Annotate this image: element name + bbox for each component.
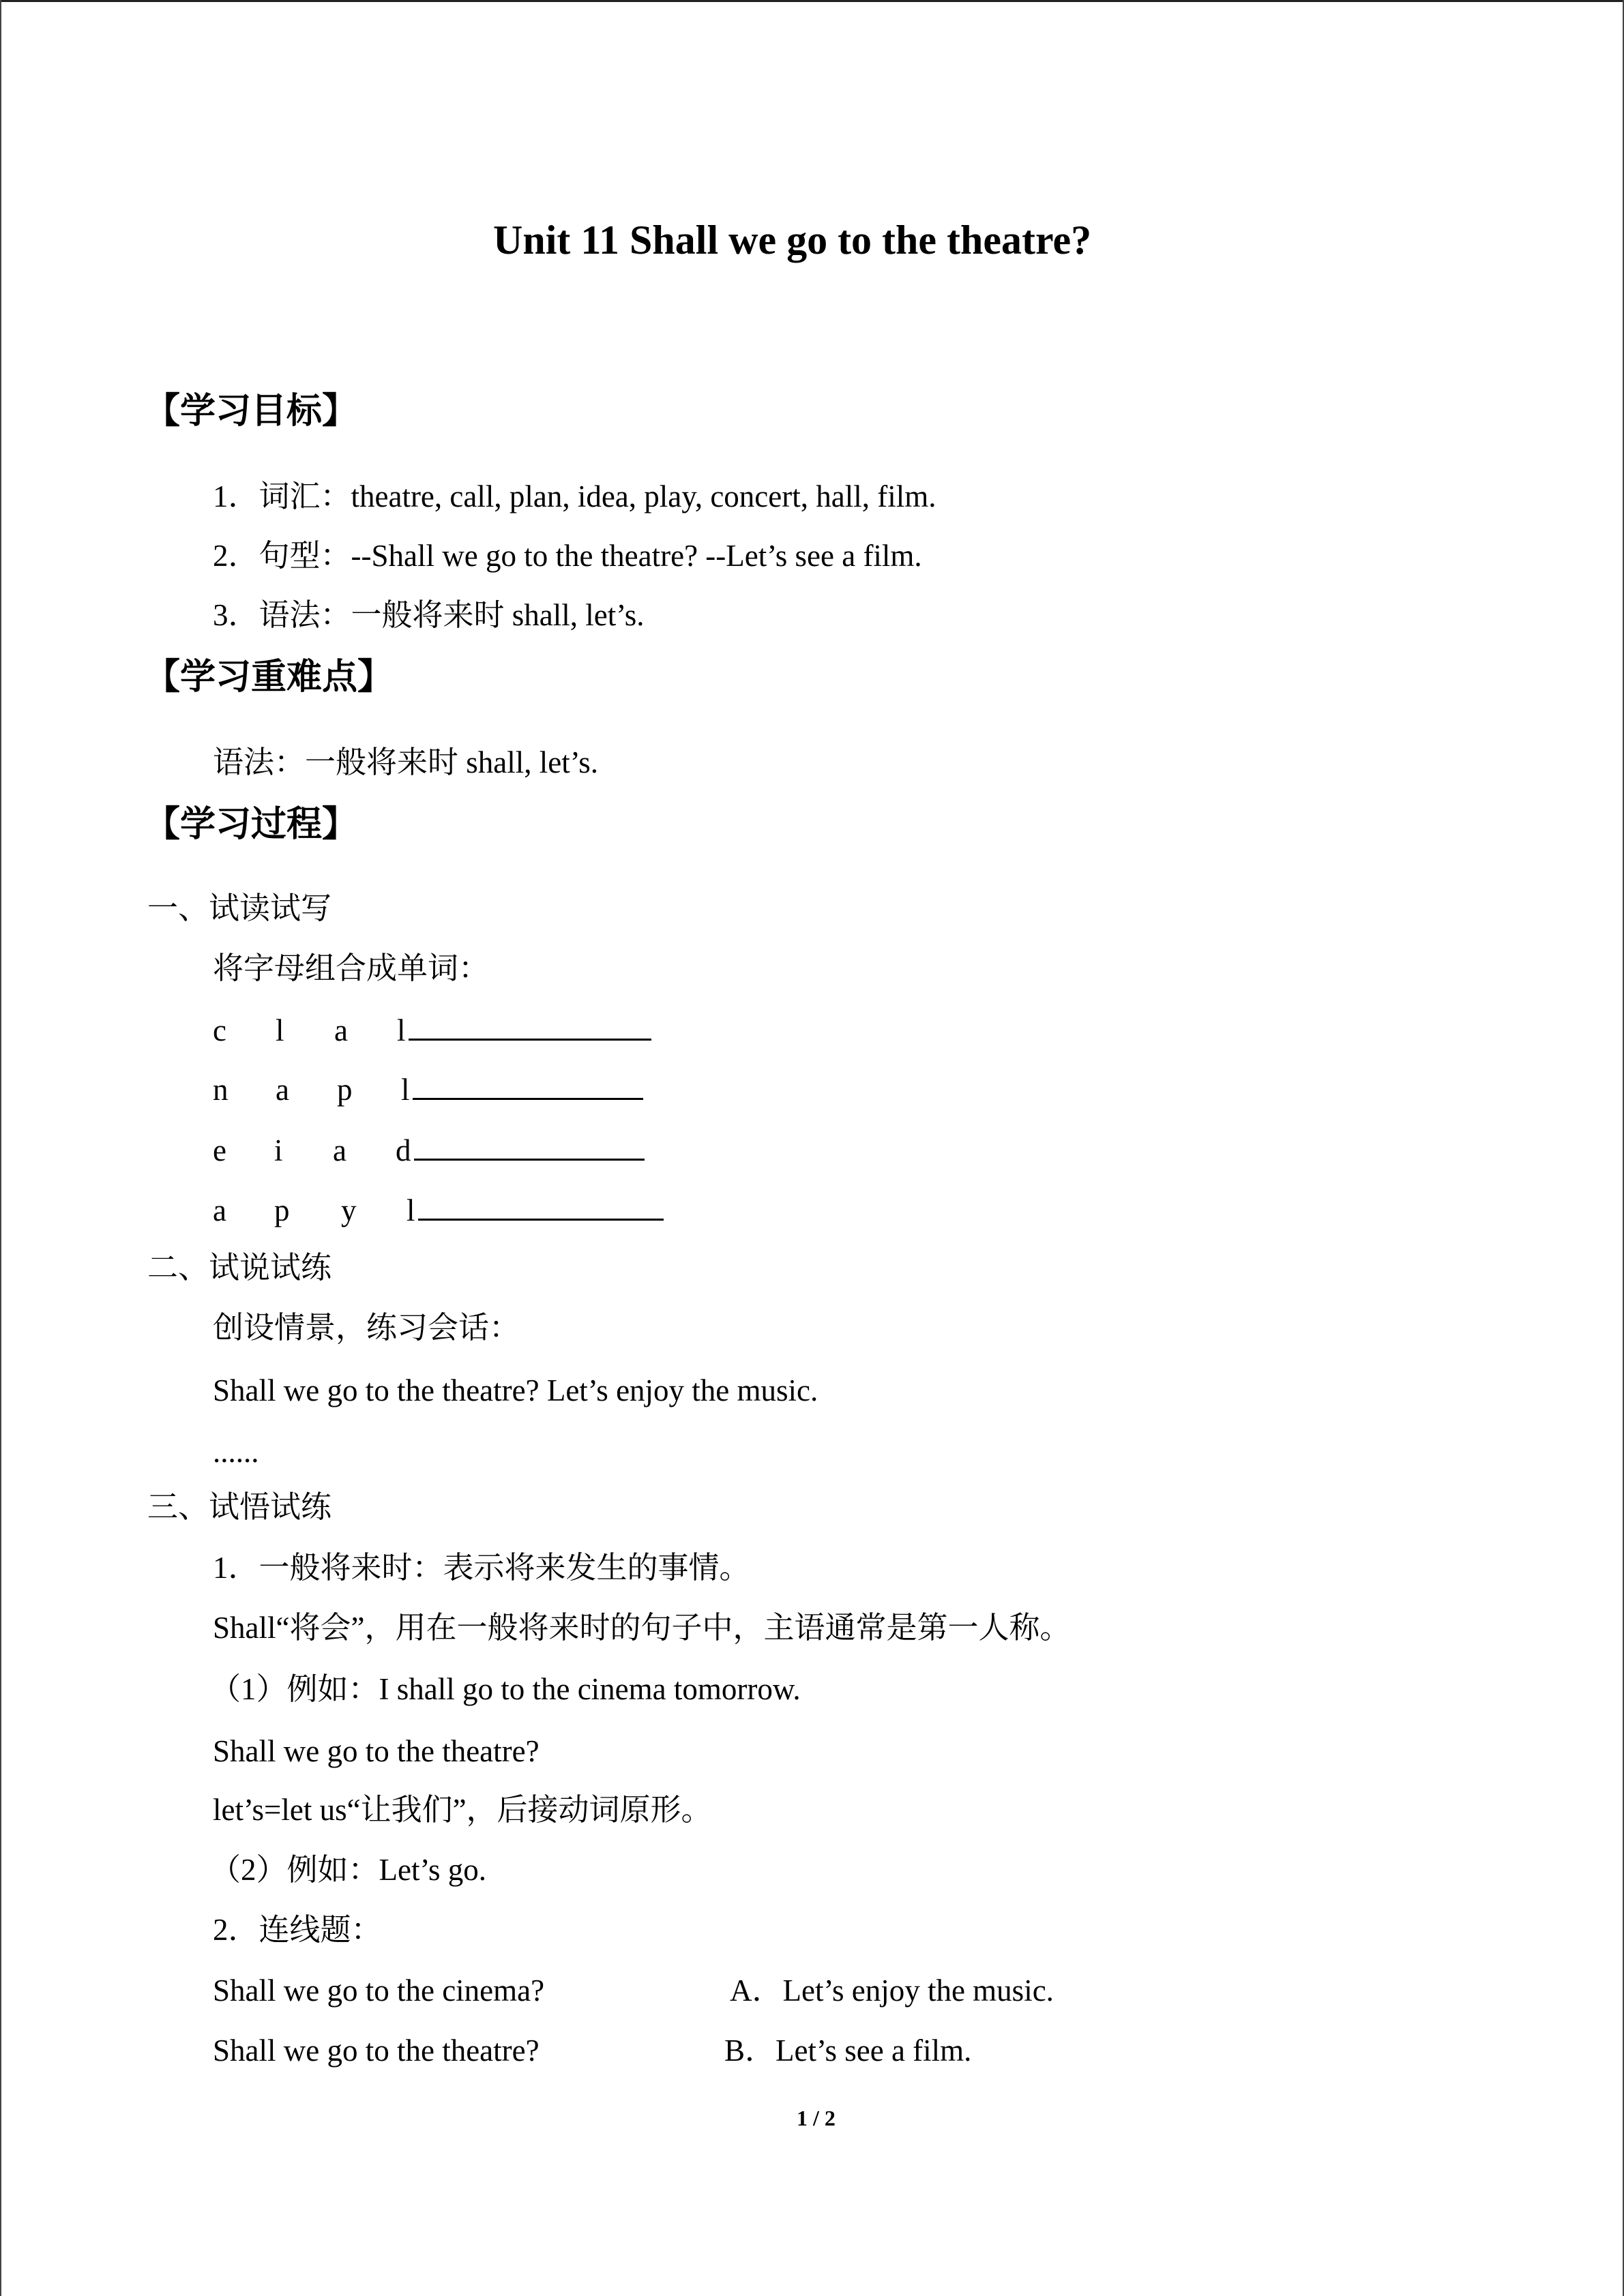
- part3-line: let’s=let us“让我们”，后接动词原形。: [213, 1793, 712, 1827]
- page-top-border: [0, 0, 1624, 2]
- letter: l: [407, 1193, 415, 1227]
- part1-instruction: 将字母组合成单词：: [213, 951, 490, 985]
- answer-blank[interactable]: [418, 1217, 664, 1221]
- part2-instruction: 创设情景，练习会话：: [213, 1311, 520, 1345]
- letter: y: [341, 1193, 357, 1227]
- process-heading: 【学习过程】: [145, 805, 358, 844]
- part3-line: （2）例如：Let’s go.: [210, 1853, 486, 1887]
- answer-blank[interactable]: [413, 1097, 643, 1100]
- part3-line: Shall“将会”，用在一般将来时的句子中，主语通常是第一人称。: [213, 1611, 1071, 1645]
- part2-ellipsis: ......: [213, 1435, 259, 1469]
- objective-item: 1．词汇：theatre, call, plan, idea, play, concert, hall, film.: [213, 479, 936, 513]
- page-title: Unit 11 Shall we go to the theatre?: [493, 218, 1092, 263]
- part3-title: 三、试悟试练: [147, 1490, 332, 1524]
- match-right-item: B．Let’s see a film.: [724, 2033, 972, 2068]
- answer-blank[interactable]: [414, 1157, 645, 1161]
- objectives-heading: 【学习目标】: [145, 392, 358, 431]
- page-number: 1 / 2: [797, 2106, 836, 2130]
- letter: a: [334, 1013, 348, 1047]
- letter: d: [396, 1133, 411, 1167]
- letter-row: [213, 1195, 664, 1226]
- objective-item: 3．语法：一般将来时 shall, let’s.: [213, 598, 645, 632]
- letter: a: [333, 1133, 346, 1167]
- letter: n: [213, 1073, 228, 1107]
- objective-item: 2．句型：--Shall we go to the theatre? --Let’s see a film.: [213, 539, 922, 573]
- letter: a: [276, 1073, 289, 1107]
- part3-line: 1．一般将来时：表示将来发生的事情。: [213, 1551, 750, 1585]
- letter-row: [213, 1135, 645, 1166]
- letter: p: [274, 1193, 290, 1227]
- letter: l: [276, 1013, 284, 1047]
- part3-line: Shall we go to the theatre?: [213, 1734, 540, 1768]
- match-right-item: A．Let’s enjoy the music.: [730, 1973, 1054, 2008]
- key-points-heading: 【学习重难点】: [145, 658, 394, 697]
- page-left-border: [0, 0, 1, 2296]
- letter: i: [274, 1133, 283, 1167]
- part2-title: 二、试说试练: [147, 1251, 332, 1285]
- part1-title: 一、试读试写: [147, 891, 332, 925]
- match-left-item: Shall we go to the theatre?: [213, 2033, 540, 2068]
- letter-row: [213, 1015, 651, 1046]
- match-left-item: Shall we go to the cinema?: [213, 1973, 545, 2008]
- letter: l: [401, 1073, 410, 1107]
- part2-example: Shall we go to the theatre? Let’s enjoy the music.: [213, 1373, 818, 1407]
- letter: a: [213, 1193, 226, 1227]
- part3-line: 2．连线题：: [213, 1913, 382, 1947]
- letter: l: [397, 1013, 406, 1047]
- letter: c: [213, 1013, 226, 1047]
- letter-row: [213, 1075, 643, 1105]
- answer-blank[interactable]: [409, 1037, 651, 1041]
- letter: e: [213, 1133, 226, 1167]
- key-points-text: 语法：一般将来时 shall, let’s.: [213, 745, 598, 779]
- letter: p: [337, 1073, 353, 1107]
- part3-line: （1）例如：I shall go to the cinema tomorrow.: [210, 1672, 801, 1706]
